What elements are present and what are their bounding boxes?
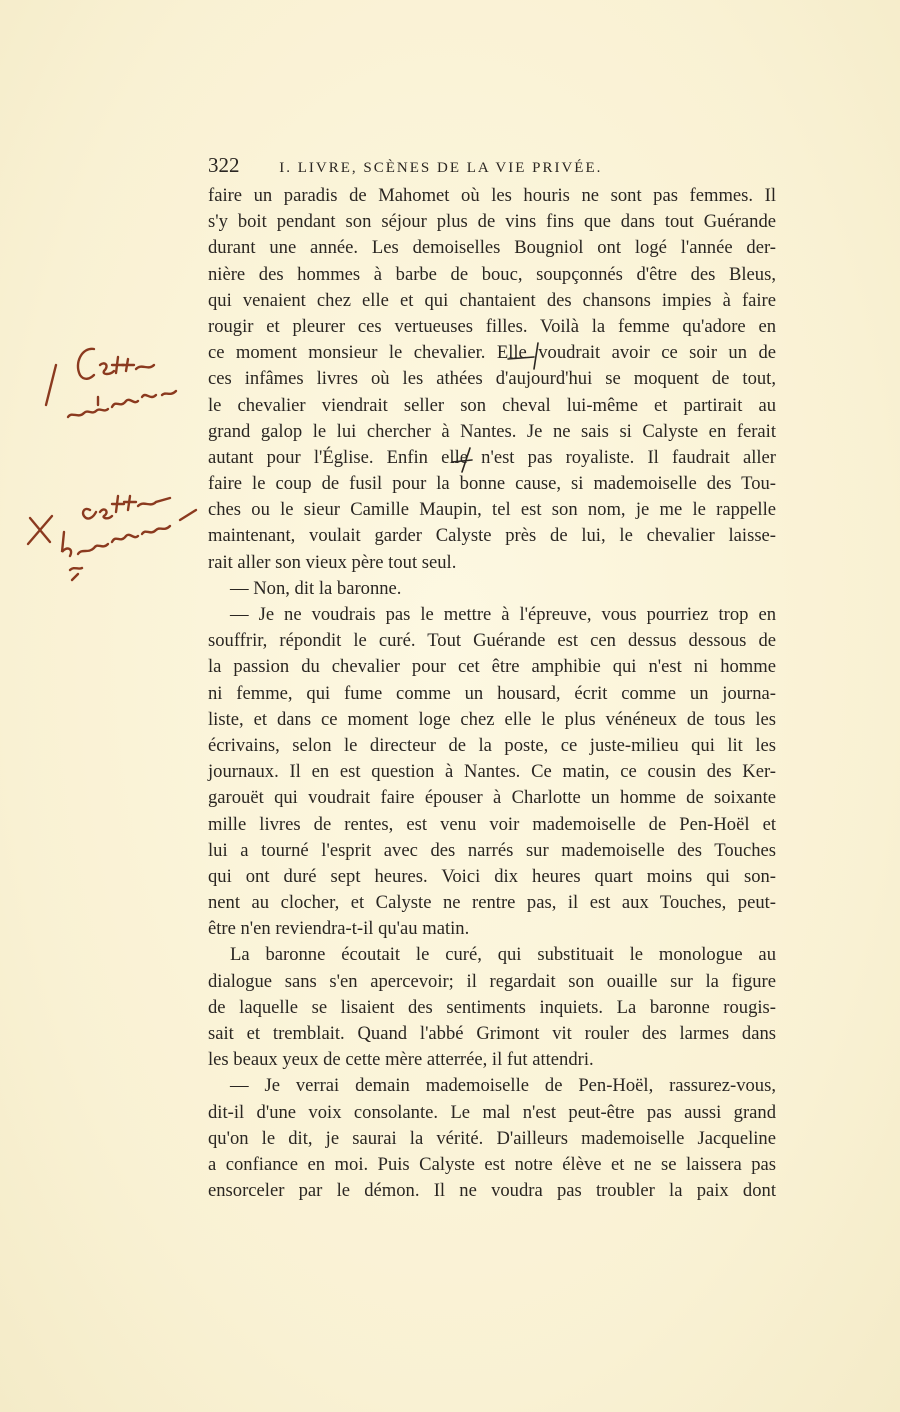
text-line: autant pour l'Église. Enfin elle n'est pas royaliste. Il faudrait aller <box>208 446 776 468</box>
text-line: la passion du chevalier pour cet être amphibie qui n'est ni homme <box>208 656 776 678</box>
text-line: de laquelle se lisaient des sentiments inquiets. La baronne rougis- <box>208 996 776 1018</box>
text-line: — Je verrai demain mademoiselle de Pen-Hoël, rassurez-vous, <box>230 1075 776 1097</box>
page-number: 322 <box>208 153 240 177</box>
text-line: qui ont duré sept heures. Voici dix heures quart moins qui son- <box>208 865 776 887</box>
text-line: faire le coup de fusil pour la bonne cause, si mademoiselle des Tou- <box>208 473 776 495</box>
text-line: durant une année. Les demoiselles Bougniol ont logé l'année der- <box>208 237 776 259</box>
running-header <box>208 153 778 178</box>
text-line: faire un paradis de Mahomet où les houris ne sont pas femmes. Il <box>208 185 776 206</box>
handwriting-icon <box>38 335 198 435</box>
running-title: I. LIVRE, SCÈNES DE LA VIE PRIVÉE. <box>279 160 603 176</box>
text-line: dit-il d'une voix consolante. Le mal n'est peut-être pas aussi grand <box>208 1101 776 1123</box>
handwritten-margin-note <box>20 470 200 590</box>
strike-mark-elle-2 <box>450 446 480 481</box>
text-line: s'y boit pendant son séjour plus de vins fins que dans tout Guérande <box>208 211 776 233</box>
text-line: ni femme, qui fume comme un housard, écrit comme un journa- <box>208 682 776 704</box>
text-line: qu'on le dit, je saurai la vérité. D'ailleurs mademoiselle Jacqueline <box>208 1127 776 1149</box>
text-line: dialogue sans s'en apercevoir; il regardait son ouaille sur la figure <box>208 970 776 992</box>
text-line: le chevalier viendrait seller son cheval lui-même et partirait au <box>208 394 776 416</box>
text-line: ce moment monsieur le chevalier. Elle voudrait avoir ce soir un de <box>208 342 776 364</box>
text-line: qui venaient chez elle et qui chantaient des chansons impies à faire <box>208 289 776 311</box>
text-line: journaux. Il en est question à Nantes. Ce matin, ce cousin des Ker- <box>208 761 776 783</box>
strike-mark-elle <box>504 341 544 376</box>
text-line: écrivains, selon le directeur de la poste, ce juste-milieu qui lit les <box>208 734 776 756</box>
text-line: liste, et dans ce moment loge chez elle le plus vénéneux de tous les <box>208 708 776 730</box>
body-text <box>208 183 776 1204</box>
text-line: — Je ne voudrais pas le mettre à l'épreuve, vous pourriez trop en <box>230 604 776 625</box>
text-line: ces infâmes livres où les athées d'aujourd'hui se moquent de tout, <box>208 368 776 390</box>
text-line: garouët qui voudrait faire épouser à Charlotte un homme de soixante <box>208 787 776 809</box>
text-line: nent au clocher, et Calyste ne rentre pas, il est aux Touches, peut- <box>208 892 776 914</box>
text-line: être n'en reviendra-t-il qu'au matin. <box>208 918 470 940</box>
text-line: mille livres de rentes, est venu voir mademoiselle de Pen-Hoël et <box>208 813 776 835</box>
text-line: rougir et pleurer ces vertueuses filles. Voilà la femme qu'adore en <box>208 315 776 337</box>
text-line: La baronne écoutait le curé, qui substituait le monologue au <box>230 944 776 966</box>
strikethrough-icon <box>504 341 544 371</box>
text-line: lui a tourné l'esprit avec des narrés sur mademoiselle des Touches <box>208 839 776 861</box>
handwriting-icon <box>20 470 200 590</box>
text-line: grand galop le lui chercher à Nantes. Je ne sais si Calyste en ferait <box>208 420 776 442</box>
text-line: nière des hommes à barbe de bouc, soupçonnés d'être des Bleus, <box>208 263 776 285</box>
handwritten-margin-note <box>38 335 198 435</box>
text-line: ensorceler par le démon. Il ne voudra pas troubler la paix dont <box>208 1180 776 1202</box>
strikethrough-icon <box>450 446 480 476</box>
text-line: maintenant, voulait garder Calyste près de lui, le chevalier laisse- <box>208 525 776 547</box>
text-line: rait aller son vieux père tout seul. <box>208 551 457 573</box>
text-line: les beaux yeux de cette mère atterrée, il fut attendri. <box>208 1049 594 1071</box>
text-line: — Non, dit la baronne. <box>230 577 402 599</box>
text-line: sait et tremblait. Quand l'abbé Grimont vit rouler des larmes dans <box>208 1023 776 1044</box>
text-line: souffrir, répondit le curé. Tout Guérande est cen dessus dessous de <box>208 630 776 652</box>
text-line: a confiance en moi. Puis Calyste est notre élève et ne se laissera pas <box>208 1153 776 1175</box>
text-line: ches ou le sieur Camille Maupin, tel est son nom, je me le rappelle <box>208 499 776 521</box>
